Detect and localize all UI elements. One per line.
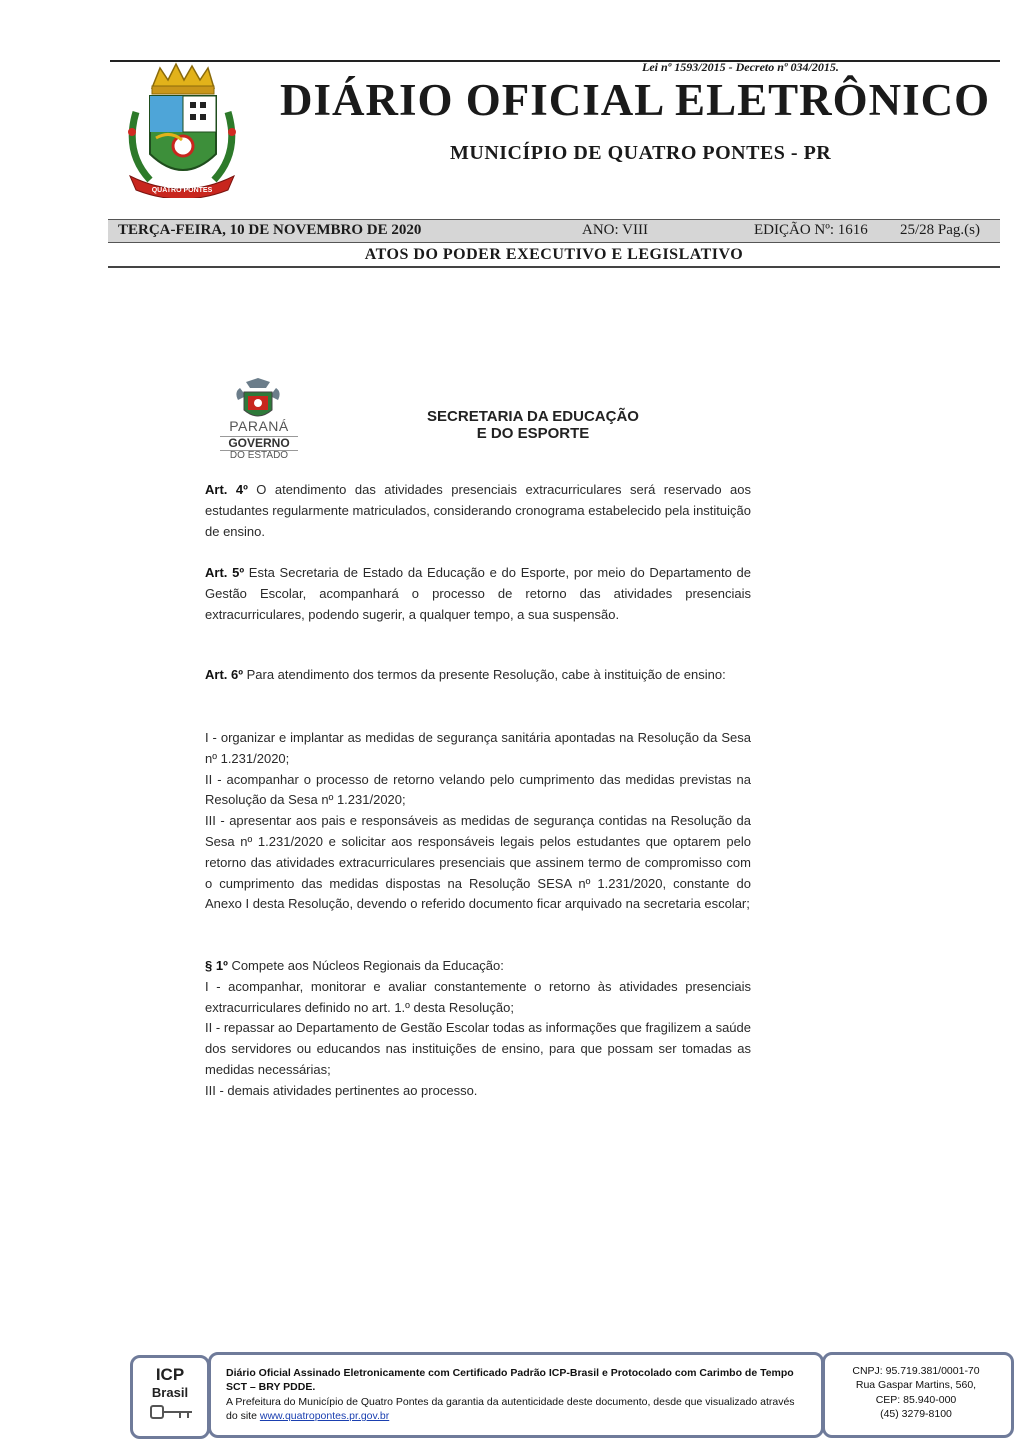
postal-code: CEP: 85.940-000 xyxy=(875,1393,957,1406)
address-block xyxy=(826,1364,1006,1422)
secretariat-title xyxy=(400,408,666,442)
gov-logo-do-estado: DO ESTADO xyxy=(229,450,289,461)
icp-label: ICP xyxy=(155,1365,185,1384)
authenticity-note: A Prefeitura do Município de Quatro Pontes da garantia da autenticidade deste documento, desde que visualizado através do site www.quatropontes.pr.gov.br xyxy=(226,1395,795,1423)
list-item: III - apresentar aos pais e responsáveis as medidas de segurança contidas na Resolução da Sesa nº 1.231/2020 e solicitar aos responsáveis legais pelos estudantes que optarem pelo retorno das atividades extracurriculares presenciais que assinem termo de compromisso com o cumprimento das medidas dispostas na Resolução SESA nº 1.231/2020, constante do Anexo I desta Resolução, devendo o referido documento ficar arquivado na secretaria escolar; xyxy=(205,813,751,912)
municipality-title: MUNICÍPIO DE QUATRO PONTES - PR xyxy=(450,142,832,164)
list-item: III - demais atividades pertinentes ao processo. xyxy=(205,1082,478,1098)
paragraph-1 xyxy=(205,956,751,1102)
article-4 xyxy=(205,480,751,542)
article-5-text: Esta Secretaria de Estado da Educação e do Esporte, por meio do Departamento de Gestão Escolar, acompanhará o processo de retorno das atividades presenciais extracurriculares, podendo sugerir, a qualquer tempo, a sua suspensão. xyxy=(205,565,751,622)
svg-text:QUATRO PONTES: QUATRO PONTES xyxy=(151,187,213,194)
article-5 xyxy=(205,563,751,625)
list-item: II - acompanhar o processo de retorno velando pelo cumprimento das medidas previstas na Resolução da Sesa nº 1.231/2020; xyxy=(205,771,751,808)
municipality-website-link[interactable]: www.quatropontes.pr.gov.br xyxy=(259,1410,390,1423)
article-4-text: O atendimento das atividades presenciais extracurriculares será reservado aos estudantes regularmente matriculados, considerando cronograma estabelecido pela instituição de ensino. xyxy=(205,482,751,539)
cnpj: CNPJ: 95.719.381/0001-70 xyxy=(852,1365,980,1377)
paragraph-1-label: § 1º xyxy=(205,958,228,973)
article-6 xyxy=(205,665,751,686)
article-6-text: Para atendimento dos termos da presente Resolução, cabe à instituição de ensino: xyxy=(242,667,726,682)
street-address: Rua Gaspar Martins, 560, xyxy=(855,1379,977,1392)
phone-number: (45) 3279-8100 xyxy=(880,1408,952,1421)
edition-number: EDIÇÃO Nº: 1616 xyxy=(754,222,868,238)
list-item: I - organizar e implantar as medidas de segurança sanitária apontadas na Resolução da Sesa nº 1.231/2020; xyxy=(205,730,751,766)
certificate-text xyxy=(226,1366,806,1424)
article-6-label: Art. 6º xyxy=(205,667,243,682)
gov-logo-governo: GOVERNO xyxy=(220,436,298,451)
secretariat-line-2: E DO ESPORTE xyxy=(476,425,590,442)
section-rule xyxy=(108,266,1000,268)
article-4-label: Art. 4º xyxy=(205,482,248,497)
edition-info-bar xyxy=(108,219,1000,243)
municipal-crest-icon xyxy=(116,62,248,198)
article-6-items xyxy=(205,728,751,915)
list-item: II - repassar ao Departamento de Gestão Escolar todas as informações que fragilizem a saúde dos servidores ou educandos nas instituições de ensino, para que possam ser tomadas as medidas necessárias; xyxy=(205,1020,751,1077)
gov-logo-state: PARANÁ xyxy=(229,418,289,434)
paragraph-1-text: Compete aos Núcleos Regionais da Educação: xyxy=(227,958,504,973)
publication-date: TERÇA-FEIRA, 10 DE NOVEMBRO DE 2020 xyxy=(118,222,422,238)
secretariat-line-1: SECRETARIA DA EDUCAÇÃO xyxy=(427,408,639,425)
edition-year: ANO: VIII xyxy=(582,222,648,238)
section-title: ATOS DO PODER EXECUTIVO E LEGISLATIVO xyxy=(364,246,744,263)
article-5-label: Art. 5º xyxy=(205,565,245,580)
page-count: 25/28 Pag.(s) xyxy=(900,222,980,238)
icp-brasil-label: Brasil xyxy=(151,1385,189,1400)
journal-title: DIÁRIO OFICIAL ELETRÔNICO xyxy=(280,75,991,125)
law-reference: Lei nº 1593/2015 - Decreto nº 034/2015. xyxy=(642,60,839,74)
key-icon xyxy=(150,1403,194,1421)
certificate-statement: Diário Oficial Assinado Eletronicamente com Certificado Padrão ICP-Brasil e Protocolado com Carimbo de Tempo SCT – BRY PDDE. xyxy=(226,1367,794,1394)
list-item: I - acompanhar, monitorar e avaliar constantemente o retorno às atividades presenciais extracurriculares definido no art. 1.º desta Resolução; xyxy=(205,978,751,1015)
